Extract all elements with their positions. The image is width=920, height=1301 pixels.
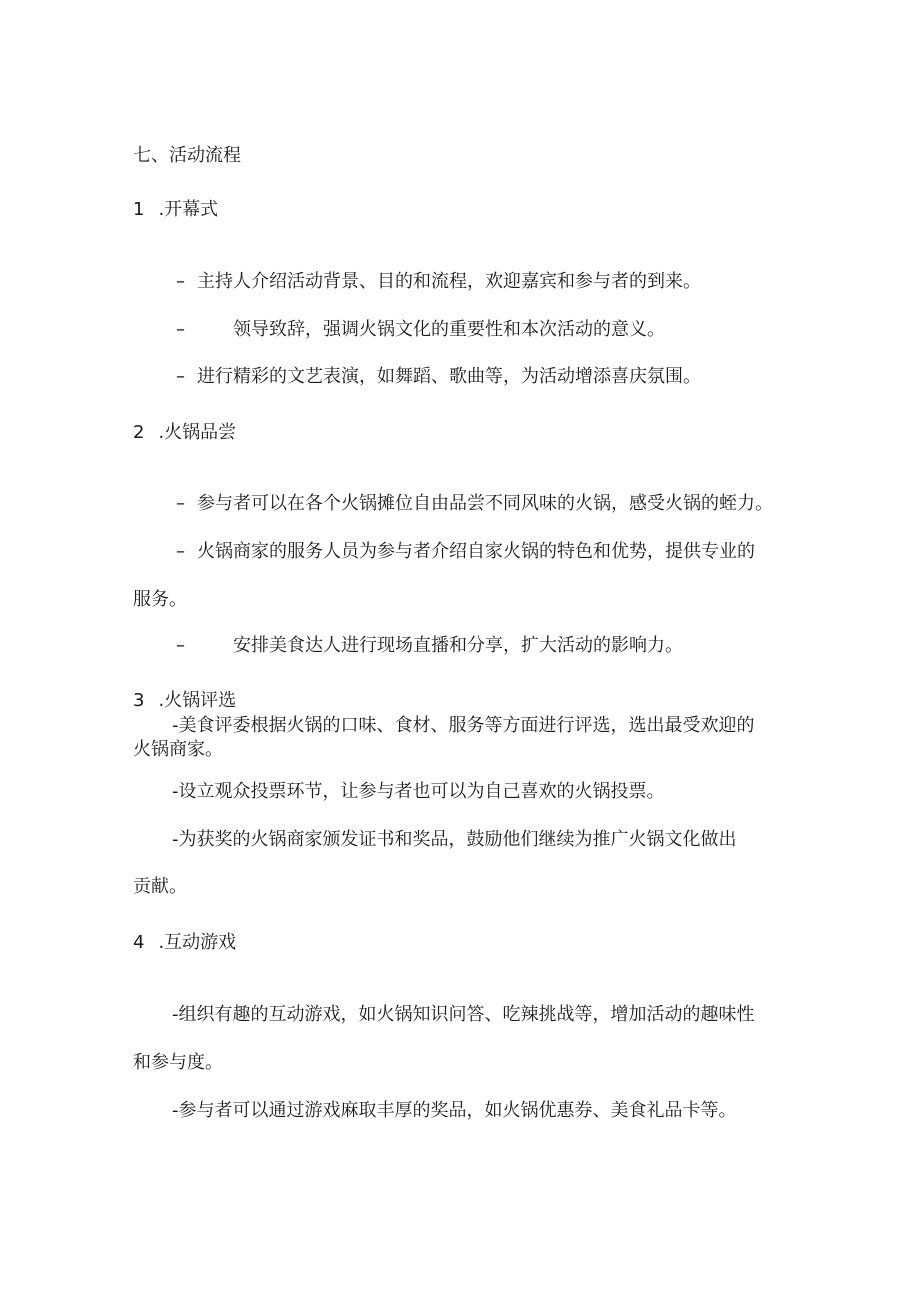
list-item-text: 进行精彩的文艺表演，如舞蹈、歌曲等，为活动增添喜庆氛围。 xyxy=(197,366,701,387)
list-item xyxy=(176,541,755,563)
list-item: -为获奖的火锅商家颁发证书和奖品，鼓励他们继续为推广火锅文化做出 xyxy=(172,829,737,850)
dash-marker: – xyxy=(176,271,185,292)
item-number: 3 xyxy=(133,690,145,711)
list-item: -美食评委根据火锅的口味、食材、服务等方面进行评选，选出最受欢迎的 xyxy=(172,715,755,736)
list-item: -组织有趣的互动游戏，如火锅知识问答、吃辣挑战等，增加活动的趣味性 xyxy=(172,1004,755,1025)
list-item-text: 参与者可以在各个火锅摊位自由品尝不同风味的火锅，感受火锅的蛭力。 xyxy=(197,493,773,514)
list-item: -参与者可以通过游戏麻取丰厚的奖品，如火锅优惠券、美食礼品卡等。 xyxy=(172,1100,737,1121)
item-number: 4 xyxy=(133,932,145,953)
dash-marker: – xyxy=(176,541,185,562)
list-item-text: 主持人介绍活动背景、目的和流程，欢迎嘉宾和参与者的到来。 xyxy=(197,271,701,292)
list-item-continuation: 服务。 xyxy=(133,589,187,610)
list-item-text: 火锅商家的服务人员为参与者介绍自家火锅的特色和优势，提供专业的 xyxy=(197,541,755,562)
dash-marker: – xyxy=(176,319,185,340)
item-title: .火锅评选 xyxy=(158,690,237,711)
item-title: .互动游戏 xyxy=(158,932,237,953)
list-item xyxy=(176,493,773,515)
list-item xyxy=(176,366,701,388)
item-number: 2 xyxy=(133,422,145,443)
dash-marker: – xyxy=(176,635,185,656)
section-title: 七、活动流程 xyxy=(133,145,241,166)
list-item-continuation: 和参与度。 xyxy=(133,1052,223,1073)
list-item-text: 安排美食达人进行现场直播和分享，扩大活动的影响力。 xyxy=(233,635,683,656)
dash-marker: – xyxy=(176,493,185,514)
item-title: .火锅品尝 xyxy=(158,422,237,443)
item-heading-4 xyxy=(133,932,236,954)
list-item-text: 领导致辞，强调火锅文化的重要性和本次活动的意义。 xyxy=(233,319,665,340)
list-item xyxy=(176,635,683,657)
list-item xyxy=(176,271,701,293)
item-heading-1 xyxy=(133,199,218,221)
dash-marker: – xyxy=(176,366,185,387)
list-item-continuation: 火锅商家。 xyxy=(133,739,223,760)
item-heading-2 xyxy=(133,422,236,444)
item-heading-3 xyxy=(133,690,236,712)
item-title: .开幕式 xyxy=(158,199,219,220)
list-item: -设立观众投票环节，让参与者也可以为自己喜欢的火锅投票。 xyxy=(172,781,665,802)
list-item xyxy=(176,319,665,341)
list-item-continuation: 贡献。 xyxy=(133,876,187,897)
item-number: 1 xyxy=(133,199,145,220)
